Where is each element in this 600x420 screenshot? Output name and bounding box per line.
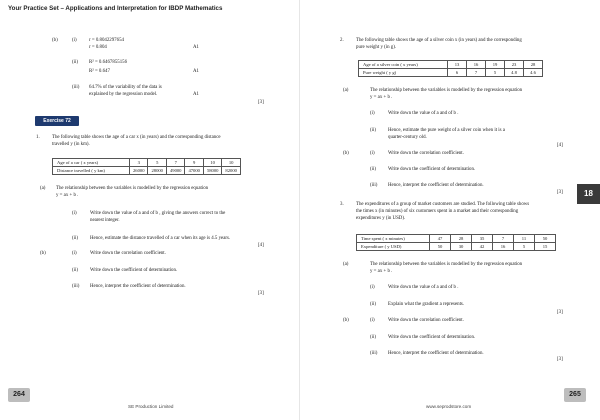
marks-part-b: [3] <box>557 190 563 195</box>
subpart-i-text: Write down the value of a and of b . <box>388 111 459 116</box>
table-row-label: Age of a silver coin ( x years) <box>359 61 448 69</box>
page-number: 264 <box>8 388 30 402</box>
exercise-badge: Exercise 72 <box>35 116 79 126</box>
prev-mark-a1: A1 <box>193 92 199 97</box>
table-cell: 82000 <box>222 167 240 175</box>
part-a-text-line2: y = ax + b . <box>370 269 393 274</box>
subpart-ii-label: (ii) <box>370 302 376 307</box>
subpart-i-label: (i) <box>370 151 375 156</box>
table-cell: 5 <box>486 69 505 77</box>
question-number: 2. <box>340 38 344 43</box>
subpart-iii-label: (iii) <box>72 284 80 289</box>
table-cell: 7 <box>166 159 184 167</box>
prev-interpretation-line1: 64.7% of the variability of the data is <box>89 85 162 90</box>
table-cell: 26000 <box>130 167 148 175</box>
question-stem-line1: The following table shows the age of a car x (in years) and the corresponding distance <box>52 135 221 140</box>
prev-r-full: r = 0.8042297654 <box>89 38 124 43</box>
prev-mark-a1: A1 <box>193 45 199 50</box>
prev-part-iii: (iii) <box>72 85 80 90</box>
subpart-ii-label: (ii) <box>370 335 376 340</box>
subpart-ii-text: Hence, estimate the distance travelled of a car when its age is 4.5 years. <box>90 236 231 241</box>
subpart-i-label: (i) <box>72 251 77 256</box>
book-spine <box>299 0 300 420</box>
subpart-iii-text: Hence, interpret the coefficient of determination. <box>388 351 484 356</box>
table-cell: 47000 <box>185 167 203 175</box>
part-a-text-line2: y = ax + b . <box>56 193 79 198</box>
question-stem-line3: expenditures y (in USD). <box>356 216 406 221</box>
chapter-tab: 18 <box>577 184 600 204</box>
table-row-label: Age of a car ( x years) <box>53 159 130 167</box>
subpart-i-text: Write down the correlation coefficient. <box>90 251 166 256</box>
table-cell: 42 <box>472 243 493 251</box>
table-row <box>357 235 556 243</box>
subpart-ii-text-line2: quarter-century old. <box>388 135 427 140</box>
part-a-label: (a) <box>343 262 349 267</box>
prev-r-rounded: r = 0.804 <box>89 45 107 50</box>
table-cell: 15 <box>535 243 556 251</box>
table-cell: 28 <box>451 235 472 243</box>
table-cell: 23 <box>505 61 524 69</box>
question-stem-line2: the times x (in minutes) of six customers spent in a market and their corresponding <box>356 209 519 214</box>
table-cell: 50 <box>535 235 556 243</box>
table-cell: 50 <box>430 243 451 251</box>
subpart-i-label: (i) <box>370 318 375 323</box>
table-cell: 10 <box>222 159 240 167</box>
question-stem-line1: The following table shows the age of a silver coin x (in years) and the corresponding <box>356 38 522 43</box>
table-cell: 30 <box>451 243 472 251</box>
table-cell: 16 <box>493 243 514 251</box>
part-a-label: (a) <box>40 186 46 191</box>
marks-part-a: [4] <box>557 143 563 148</box>
data-table <box>52 158 241 175</box>
part-a-text-line2: y = ax + b . <box>370 95 393 100</box>
table-cell: 7 <box>467 69 486 77</box>
table-row-label: Expenditure ( y USD) <box>357 243 430 251</box>
subpart-iii-text: Hence, interpret the coefficient of determination. <box>388 183 484 188</box>
prev-interpretation-line2: explained by the regression model. <box>89 92 158 97</box>
question-number: 3. <box>340 202 344 207</box>
part-b-label: (b) <box>343 151 349 156</box>
table-cell: 35 <box>472 235 493 243</box>
data-table <box>358 60 543 77</box>
table-row <box>53 167 241 175</box>
prev-mark-a1: A1 <box>193 69 199 74</box>
table-cell: 58000 <box>203 167 221 175</box>
table-cell: 5 <box>514 243 535 251</box>
table-cell: 10 <box>203 159 221 167</box>
table-row <box>357 243 556 251</box>
page-header: Your Practice Set – Applications and Interpretation for IBDP Mathematics <box>8 5 223 12</box>
footer-website: www.seprodstore.com <box>426 404 472 409</box>
part-a-text-line1: The relationship between the variables is modelled by the regression equation <box>56 186 209 191</box>
table-cell: 16 <box>467 61 486 69</box>
subpart-ii-label: (ii) <box>72 268 78 273</box>
footer-publisher: SE Production Limited <box>128 404 174 409</box>
marks-part-a: [3] <box>557 310 563 315</box>
subpart-i-text: Write down the correlation coefficient. <box>388 151 464 156</box>
part-b-label: (b) <box>343 318 349 323</box>
prev-part-i: (i) <box>72 38 77 43</box>
table-cell: 11 <box>514 235 535 243</box>
table-cell: 6 <box>448 69 467 77</box>
page-number: 265 <box>564 388 586 402</box>
part-b-label: (b) <box>40 251 46 256</box>
table-row-label: Time spent ( x minutes) <box>357 235 430 243</box>
part-a-text-line1: The relationship between the variables is modelled by the regression equation <box>370 262 523 267</box>
table-row <box>53 159 241 167</box>
table-cell: 19 <box>486 61 505 69</box>
marks-part-b: [3] <box>557 357 563 362</box>
table-cell: 9 <box>185 159 203 167</box>
subpart-ii-label: (ii) <box>370 167 376 172</box>
subpart-iii-text: Hence, interpret the coefficient of determination. <box>90 284 186 289</box>
subpart-iii-label: (iii) <box>370 183 378 188</box>
subpart-ii-text: Write down the coefficient of determination. <box>90 268 178 273</box>
table-cell: 47 <box>430 235 451 243</box>
subpart-i-label: (i) <box>370 285 375 290</box>
table-row-label: Pure weight ( y g) <box>359 69 448 77</box>
subpart-i-label: (i) <box>370 111 375 116</box>
table-row <box>359 61 543 69</box>
table-cell: 4.6 <box>524 69 543 77</box>
table-row <box>359 69 543 77</box>
question-number: 1. <box>36 135 40 140</box>
part-a-label: (a) <box>343 88 349 93</box>
subpart-i-text: Write down the value of a and of b . <box>388 285 459 290</box>
subpart-ii-label: (ii) <box>370 128 376 133</box>
table-cell: 5 <box>148 159 166 167</box>
subpart-i-text-line1: Write down the value of a and of b , giving the answers correct to the <box>90 211 226 216</box>
table-cell: 49000 <box>166 167 184 175</box>
subpart-i-text-line2: nearest integer. <box>90 218 120 223</box>
table-cell: 4.8 <box>505 69 524 77</box>
table-cell: 7 <box>493 235 514 243</box>
part-a-text-line1: The relationship between the variables is modelled by the regression equation <box>370 88 523 93</box>
table-cell: 13 <box>448 61 467 69</box>
table-cell: 28000 <box>148 167 166 175</box>
prev-R2-full: R² = 0.6467855156 <box>89 60 128 65</box>
subpart-i-label: (i) <box>72 211 77 216</box>
marks-part-b: [3] <box>258 291 264 296</box>
marks-part-a: [4] <box>258 243 264 248</box>
question-stem-line2: pure weight y (in g). <box>356 45 397 50</box>
subpart-iii-label: (iii) <box>370 351 378 356</box>
subpart-ii-text: Write down the coefficient of determination. <box>388 335 476 340</box>
subpart-ii-text: Explain what the gradient a represents. <box>388 302 465 307</box>
subpart-ii-text-line1: Hence, estimate the pure weight of a silver coin when it is a <box>388 128 505 133</box>
prev-part-b: (b) <box>52 38 58 43</box>
question-stem-line2: travelled y (in km). <box>52 142 90 147</box>
table-cell: 3 <box>130 159 148 167</box>
prev-R2-rounded: R² = 0.647 <box>89 69 110 74</box>
subpart-ii-text: Write down the coefficient of determination. <box>388 167 476 172</box>
table-cell: 28 <box>524 61 543 69</box>
subpart-ii-label: (ii) <box>72 236 78 241</box>
data-table <box>356 234 556 251</box>
table-row-label: Distance travelled ( y km) <box>53 167 130 175</box>
prev-marks-total: [3] <box>258 100 264 105</box>
question-stem-line1: The expenditures of a group of market customers are studied. The following table shows <box>356 202 530 207</box>
prev-part-ii: (ii) <box>72 60 78 65</box>
subpart-i-text: Write down the correlation coefficient. <box>388 318 464 323</box>
